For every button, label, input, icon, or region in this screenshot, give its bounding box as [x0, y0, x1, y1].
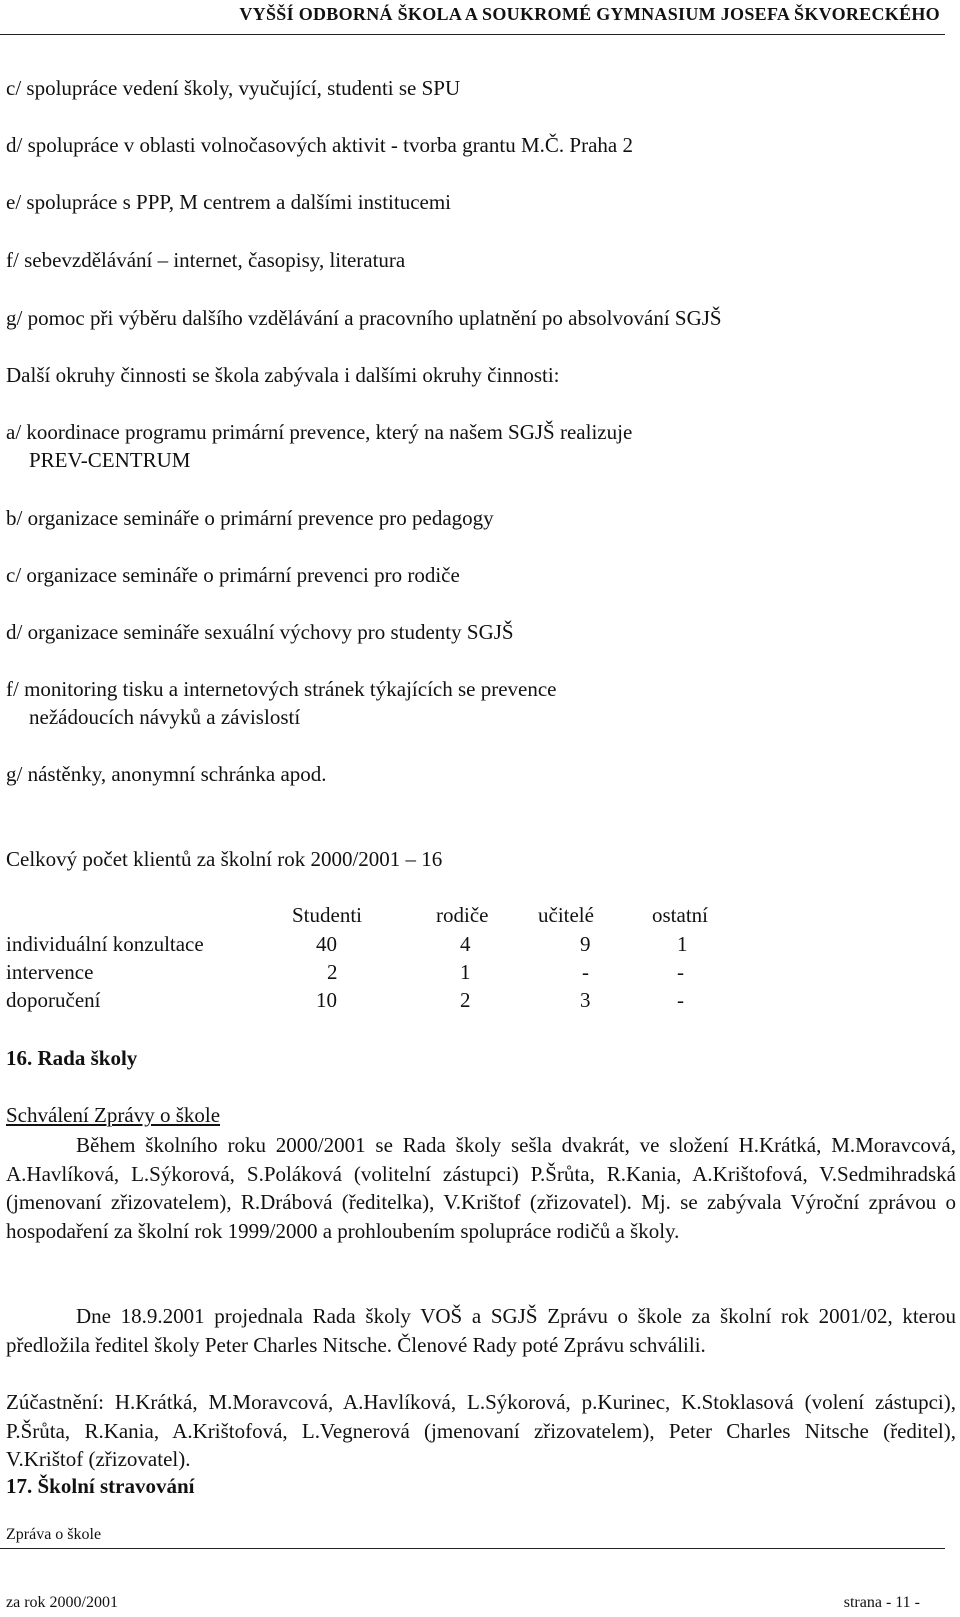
page-header	[0, 4, 960, 25]
activity-g: g/ nástěnky, anonymní schránka apod.	[6, 762, 327, 786]
section-16-paragraph-2: Dne 18.9.2001 projednala Rada školy VOŠ a SGJŠ Zprávu o škole za školní rok 2001/02, kterou předložila ředitel školy Peter Charles Nitsche. Členové Rady poté Zprávu schválili.	[6, 1304, 956, 1357]
section-16-paragraph-3: Zúčastnění: H.Krátká, M.Moravcová, A.Havlíková, L.Sýkorová, p.Kurinec, K.Stoklasová (volení zástupci), P.Šrůta, R.Kania, A.Krištofová, L.Vegnerová (jmenovaní zřizovatelem), Peter Charles Nitsche (ředitel), V.Krištof (zřizovatel).	[6, 1390, 956, 1471]
footer-rule	[0, 1548, 945, 1549]
table-header-teachers: učitelé	[538, 903, 594, 927]
list-item: g/ pomoc při výběru dalšího vzdělávání a pracovního uplatnění po absolvování SGJŠ	[6, 306, 722, 330]
activity-b: b/ organizace semináře o primární prevence pro pedagogy	[6, 506, 494, 530]
list-item: c/ spolupráce vedení školy, vyučující, studenti se SPU	[6, 76, 461, 100]
table-cell: -	[582, 960, 589, 984]
section-16-paragraph-1: Během školního roku 2000/2001 se Rada školy sešla dvakrát, ve složení H.Krátká, M.Moravcová, A.Havlíková, L.Sýkorová, S.Poláková (volitelní zástupci) P.Šrůta, R.Kania, A.Krištofová, V.Sedmihradská (jmenovaní zřizovatelem), R.Drábová (ředitelka), V.Krištof (zřizovatel). Mj. se zabývala Výroční zprávou o hospodaření za školní rok 1999/2000 a prohloubením spolupráce rodičů a školy.	[6, 1133, 956, 1243]
table-header-students: Studenti	[292, 903, 363, 927]
activities-intro: Další okruhy činnosti se škola zabývala i dalšími okruhy činnosti:	[6, 363, 560, 387]
list-item: f/ sebevzdělávání – internet, časopisy, literatura	[6, 248, 406, 272]
table-cell: -	[677, 960, 684, 984]
activity-f-line2: nežádoucích návyků a závislostí	[29, 705, 301, 729]
table-cell: 4	[460, 932, 471, 956]
activity-c: c/ organizace semináře o primární prevenci pro rodiče	[6, 563, 460, 587]
header-rule	[0, 34, 945, 35]
table-cell: 1	[460, 960, 471, 984]
section-17-heading: 17. Školní stravování	[6, 1474, 195, 1498]
section-16-subheading: Schválení Zprávy o škole	[6, 1103, 221, 1127]
table-header-parents: rodiče	[436, 903, 489, 927]
table-header-others: ostatní	[652, 903, 708, 927]
clients-total: Celkový počet klientů za školní rok 2000/2001 – 16	[6, 847, 443, 871]
footer-year: za rok 2000/2001	[6, 1594, 118, 1611]
table-cell: 2	[460, 988, 471, 1012]
table-cell: 40	[316, 932, 337, 956]
table-cell: 1	[677, 932, 688, 956]
activity-d: d/ organizace semináře sexuální výchovy pro studenty SGJŠ	[6, 620, 514, 644]
table-cell: 9	[580, 932, 591, 956]
table-cell: 10	[316, 988, 337, 1012]
table-row-label: doporučení	[6, 988, 101, 1012]
list-item: e/ spolupráce s PPP, M centrem a dalšími institucemi	[6, 190, 452, 214]
table-row-label: individuální konzultace	[6, 932, 204, 956]
list-item: d/ spolupráce v oblasti volnočasových aktivit - tvorba grantu M.Č. Praha 2	[6, 133, 633, 157]
table-cell: 2	[327, 960, 338, 984]
footer-title: Zpráva o škole	[6, 1526, 102, 1543]
page-number: strana - 11 -	[843, 1594, 920, 1611]
table-row-label: intervence	[6, 960, 94, 984]
table-cell: -	[677, 988, 684, 1012]
section-16-heading: 16. Rada školy	[6, 1046, 138, 1070]
activity-f-line1: f/ monitoring tisku a internetových stránek týkajících se prevence	[6, 677, 557, 701]
activity-a-line1: a/ koordinace programu primární prevence, který na našem SGJŠ realizuje	[6, 420, 633, 444]
table-cell: 3	[580, 988, 591, 1012]
activity-a-line2: PREV-CENTRUM	[29, 448, 191, 472]
school-name: VYŠŠÍ ODBORNÁ ŠKOLA A SOUKROMÉ GYMNASIUM JOSEFA ŠKVORECKÉHO	[239, 4, 940, 24]
